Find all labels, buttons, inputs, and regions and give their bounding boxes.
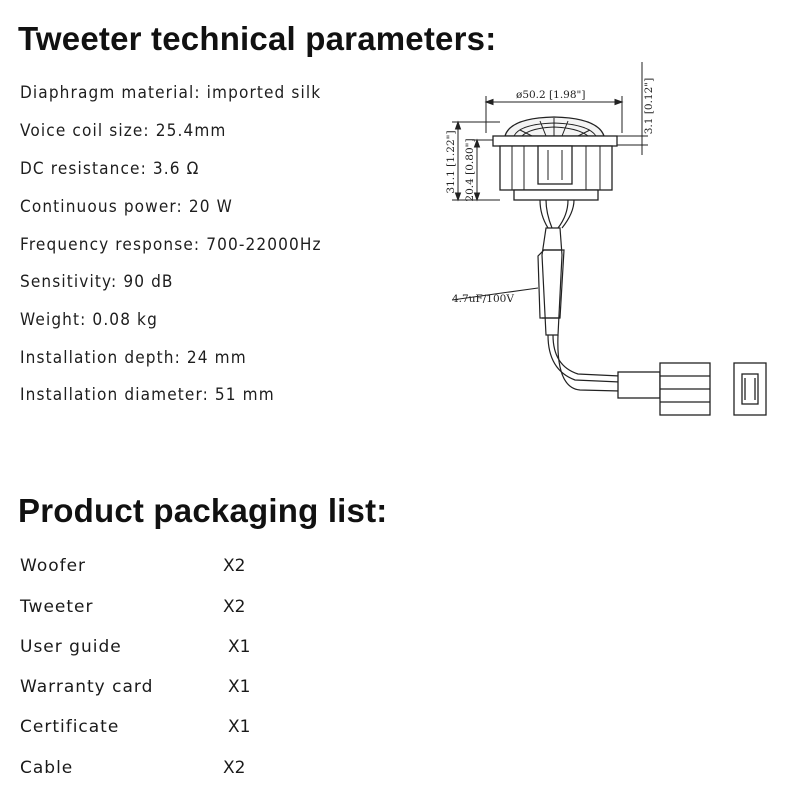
spec-diaphragm: Diaphragm material: imported silk	[20, 83, 322, 102]
capacitor-label: 4.7uF/100V	[452, 293, 514, 305]
package-item-qty: X1	[228, 717, 251, 737]
spec-diameter: Installation diameter: 51 mm	[20, 385, 275, 404]
spec-depth: Installation depth: 24 mm	[20, 348, 247, 367]
spec-dc-resistance: DC resistance: 3.6 Ω	[20, 159, 200, 178]
body-height-dimension-label: 20.4 [0.80"]	[464, 138, 476, 202]
packaging-list-title: Product packaging list:	[18, 492, 388, 529]
package-item-qty: X2	[223, 556, 246, 576]
spec-sensitivity: Sensitivity: 90 dB	[20, 272, 174, 291]
tweeter-dimension-drawing	[420, 55, 790, 445]
tweeter-parameters-title: Tweeter technical parameters:	[18, 20, 497, 57]
diameter-dimension-label: ø50.2 [1.98"]	[516, 89, 586, 101]
package-item-name: Cable	[20, 758, 74, 778]
total-height-dimension-label: 31.1 [1.22"]	[445, 130, 457, 194]
spec-power: Continuous power: 20 W	[20, 197, 233, 216]
package-item-name: Warranty card	[20, 677, 154, 697]
package-item-qty: X2	[223, 758, 246, 778]
top-height-dimension-label: 3.1 [0.12"]	[643, 77, 655, 135]
package-item-name: Certificate	[20, 717, 120, 737]
package-item-name: Woofer	[20, 556, 87, 576]
package-item-name: Tweeter	[20, 597, 94, 617]
package-item-qty: X2	[223, 597, 246, 617]
spec-weight: Weight: 0.08 kg	[20, 310, 158, 329]
spec-voice-coil: Voice coil size: 25.4mm	[20, 121, 227, 140]
package-item-qty: X1	[228, 677, 251, 697]
spec-frequency: Frequency response: 700-22000Hz	[20, 235, 322, 254]
package-item-name: User guide	[20, 637, 122, 657]
package-item-qty: X1	[228, 637, 251, 657]
